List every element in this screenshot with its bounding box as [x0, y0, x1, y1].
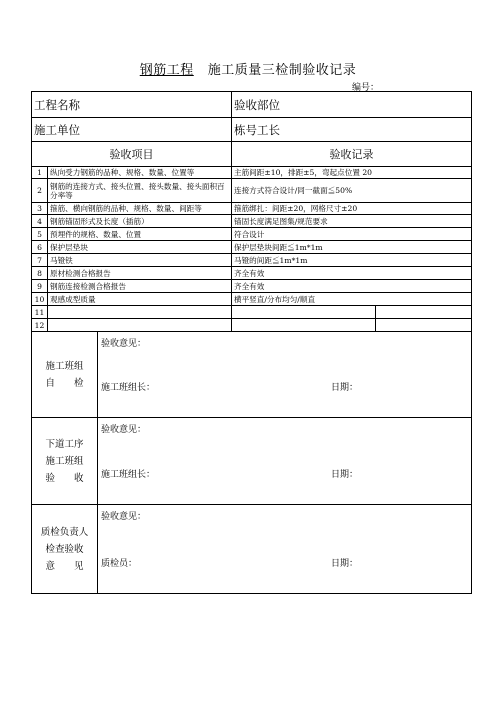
title-rest: 施工质量三检制验收记录	[207, 63, 357, 78]
construction-unit-label: 施工单位	[32, 118, 232, 142]
row-record: 齐全有效	[232, 280, 472, 293]
row-number: 10	[32, 293, 48, 306]
signoff-label-line: 质检负责人	[40, 526, 89, 538]
row-number: 11	[32, 306, 48, 319]
signer-label: 施工班组长：	[101, 470, 156, 480]
row-extra	[376, 319, 472, 332]
row-number: 9	[32, 280, 48, 293]
row-record: 保护层垫块间距≦1m*1m	[232, 241, 472, 254]
doc-number-label: 编号：	[352, 83, 380, 93]
row-item: 钢筋的连接方式、接头位置、接头数量、接头面积百分率等	[48, 179, 232, 203]
row-record	[232, 306, 376, 319]
row-number: 1	[32, 167, 48, 179]
building-foreman-label: 栋号工长	[232, 118, 472, 142]
signoff-label-line: 施工班组	[45, 360, 84, 372]
row-record: 符合设计	[232, 228, 472, 241]
title-underlined: 钢筋工程	[139, 63, 194, 78]
signoff-label-line: 检查验收	[45, 543, 84, 555]
inspection-table	[31, 91, 472, 594]
items-header: 验收项目	[32, 142, 232, 167]
row-item: 钢筋连接检测合格报告	[48, 280, 232, 293]
row-record: 马镫的间距≦1m*1m	[232, 254, 472, 267]
row-number: 8	[32, 267, 48, 280]
signoff-label-line: 施工班组	[45, 455, 84, 467]
signoff-label	[32, 505, 98, 594]
row-number: 5	[32, 228, 48, 241]
page-title	[0, 59, 496, 78]
signoff-label-line: 意 见	[45, 560, 84, 572]
row-item: 纵向受力钢筋的品种、规格、数量、位置等	[48, 167, 232, 179]
row-number: 4	[32, 215, 48, 228]
row-item: 预埋件的规格、数量、位置	[48, 228, 232, 241]
project-name-label: 工程名称	[32, 92, 232, 118]
row-record	[232, 319, 376, 332]
signer-label: 施工班组长：	[101, 383, 156, 393]
signer-label: 质检员：	[101, 559, 138, 569]
row-number: 2	[32, 179, 48, 203]
row-record: 主筋间距±10，排距±5，弯起点位置 20	[232, 167, 472, 179]
opinion-label: 验收意见：	[101, 512, 147, 522]
row-record: 箍筋绑扎：间距±20，网格尺寸±20	[232, 203, 472, 215]
row-record: 齐全有效	[232, 267, 472, 280]
row-item: 马镫铁	[48, 254, 232, 267]
row-item: 钢筋锚固形式及长度（插筋）	[48, 215, 232, 228]
signoff-cell	[98, 418, 472, 505]
row-record: 连接方式符合设计/同一截面≦50%	[232, 179, 472, 203]
signoff-row	[32, 418, 472, 505]
signoff-label-line: 验 收	[45, 472, 84, 484]
signoff-cell	[98, 332, 472, 418]
row-extra	[376, 306, 472, 319]
row-number: 6	[32, 241, 48, 254]
date-label: 日期：	[331, 383, 359, 393]
row-item: 保护层垫块	[48, 241, 232, 254]
date-label: 日期：	[331, 559, 359, 569]
row-item: 观感成型质量	[48, 293, 232, 306]
row-record: 横平竖直/分布均匀/顺直	[232, 293, 472, 306]
row-item: 箍筋、横向钢筋的品种、规格、数量、间距等	[48, 203, 232, 215]
signoff-label-line: 自 检	[45, 377, 84, 389]
opinion-label: 验收意见：	[101, 425, 147, 435]
records-header: 验收记录	[232, 142, 472, 167]
row-number: 7	[32, 254, 48, 267]
signoff-label-line: 下道工序	[45, 438, 84, 450]
row-number: 3	[32, 203, 48, 215]
signoff-label	[32, 418, 98, 505]
row-item: 原材检测合格报告	[48, 267, 232, 280]
signoff-cell	[98, 505, 472, 594]
signoff-label	[32, 332, 98, 418]
date-label: 日期：	[331, 470, 359, 480]
signoff-row	[32, 505, 472, 594]
row-record: 锚固长度满足图集/规范要求	[232, 215, 472, 228]
row-number: 12	[32, 319, 48, 332]
signoff-row	[32, 332, 472, 418]
opinion-label: 验收意见：	[101, 339, 147, 349]
acceptance-part-label: 验收部位	[232, 92, 472, 118]
row-item	[48, 306, 232, 319]
row-item	[48, 319, 232, 332]
